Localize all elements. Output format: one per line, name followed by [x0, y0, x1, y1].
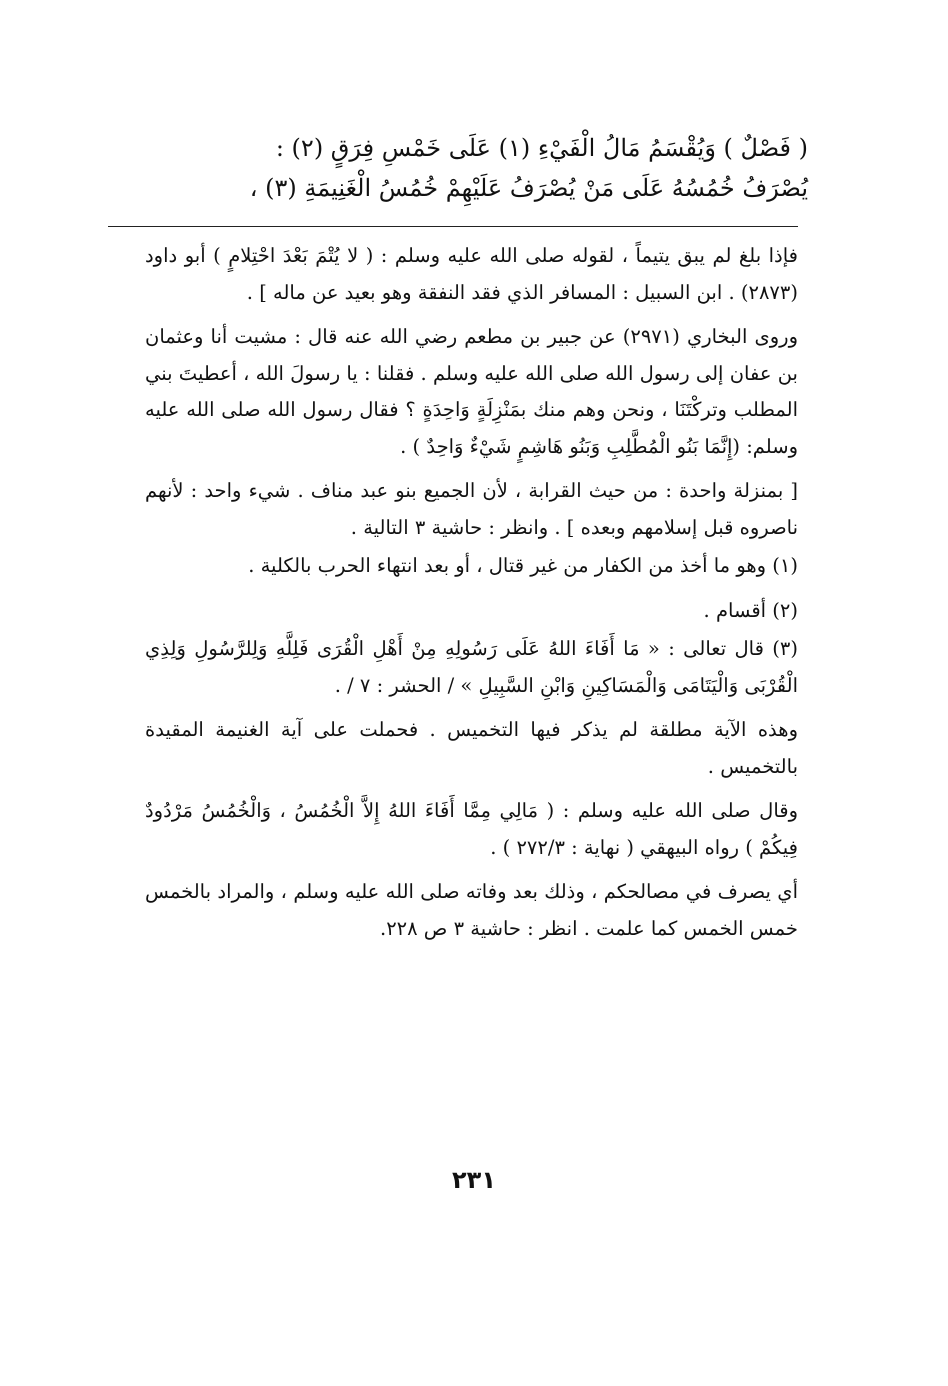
main-text-line: ( فَصْلٌ ) وَيُقْسَمُ مَالُ الْفَيْءِ (١) عَلَى خَمْسِ فِرَقٍ (٢) :: [275, 134, 808, 162]
page-number: ٢٣١: [452, 1166, 496, 1194]
footnote-paragraph: وروى البخاري (٢٩٧١) عن جبير بن مطعم رضي الله عنه قال : مشيت أنا وعثمان بن عفان إلى رسول الله صلى الله عليه وسلم . فقلنا : يا رسولَ الله ، أعطيتَ بني المطلب وتركْتَنَا ، ونحن وهم منك بمَنْزِلَةٍ وَاحِدَةٍ ؟ فقال رسول الله صلى الله عليه وسلم: (إِنَّمَا بَنُو الْمُطَّلِبِ وَبَنُو هَاشِمٍ شَيْءٌ وَاحِدٌ ) .: [145, 325, 798, 458]
footnote-paragraph: وقال صلى الله عليه وسلم : ( مَالِي مِمَّا أَفَاءَ اللهُ إِلاَّ الْخُمُسُ ، وَالْخُمُسُ مَرْدُودٌ فِيكُمْ ) رواه البيهقي ( نهاية : ٢٧٢/٣ ) .: [145, 799, 798, 859]
footnote-3: (٣) قال تعالى : « مَا أَفَاءَ اللهُ عَلَى رَسُولِهِ مِنْ أَهْلِ الْقُرَى فَلِلَّهِ وَلِلرَّسُولِ وَلِذِي الْقُرْبَى وَالْيَتَامَى وَالْمَسَاكِينِ وَابْنِ السَّبِيلِ » / الحشر : ٧ / .: [145, 637, 798, 697]
main-text: [140, 128, 808, 208]
footnote-paragraph: أي يصرف في مصالحكم ، وذلك بعد وفاته صلى الله عليه وسلم ، والمراد بالخمس خمس الخمس كما علمت . انظر : حاشية ٣ ص ٢٢٨.: [145, 880, 798, 940]
footnote-2: (٢) أقسام .: [703, 598, 798, 622]
footnote-paragraph: وهذه الآية مطلقة لم يذكر فيها التخميس . فحملت على آية الغنيمة المقيدة بالتخميس .: [145, 718, 798, 778]
footnote-continuation: فإذا بلغ لم يبق يتيماً ، لقوله صلى الله عليه وسلم : ( لا يُتْمَ بَعْدَ احْتِلامٍ ) أبو داود (٢٨٧٣) . ابن السبيل : المسافر الذي فقد النفقة وهو بعيد عن ماله ] .: [145, 244, 798, 304]
main-text-line: يُصْرَفُ خُمُسُهُ عَلَى مَنْ يُصْرَفُ عَلَيْهِمْ خُمُسُ الْغَنِيمَةِ (٣) ،: [249, 174, 808, 202]
footnote-paragraph: [ بمنزلة واحدة : من حيث القرابة ، لأن الجميع بنو عبد مناف . شيء واحد : لأنهم ناصروه قبل إسلامهم وبعده ] . وانظر : حاشية ٣ التالية .: [145, 479, 798, 539]
footnotes-section: [145, 238, 798, 955]
footnote-1: (١) وهو ما أخذ من الكفار من غير قتال ، أو بعد انتهاء الحرب بالكلية .: [248, 554, 798, 577]
footnote-divider: [108, 226, 798, 227]
